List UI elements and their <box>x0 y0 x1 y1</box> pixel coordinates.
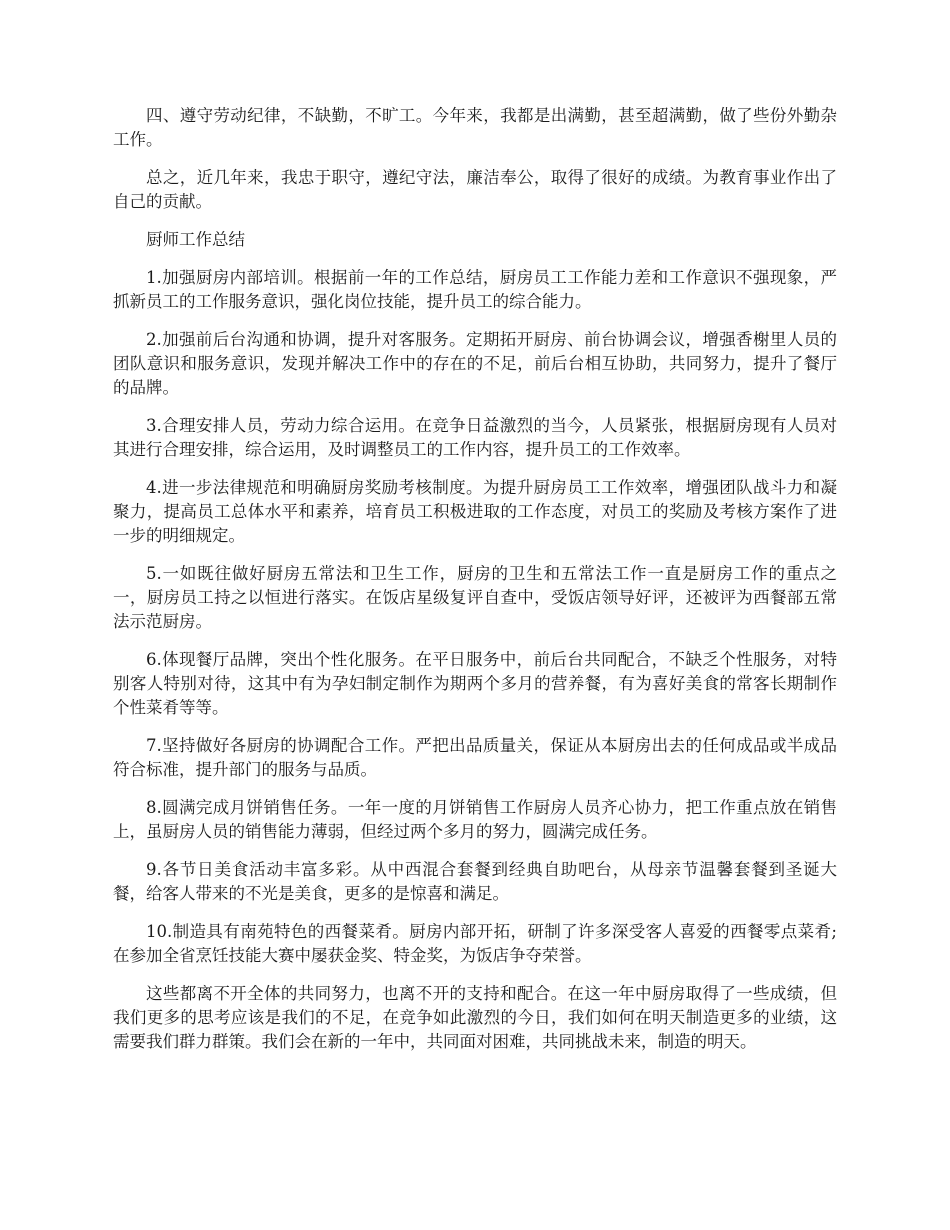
paragraph-item-10: 10.制造具有南苑特色的西餐菜肴。厨房内部开拓，研制了许多深受客人喜爱的西餐零点菜肴;在参加全省烹饪技能大赛中屡获金奖、特金奖，为饭店争夺荣誉。 <box>113 922 837 965</box>
document-body <box>113 104 837 1068</box>
paragraph-item-4: 4.进一步法律规范和明确厨房奖励考核制度。为提升厨房员工工作效率，增强团队战斗力和凝聚力，提高员工总体水平和素养，培育员工积极进取的工作态度，对员工的奖励及考核方案作了进一步的明细规定。 <box>113 478 837 545</box>
section-heading: 厨师工作总结 <box>146 230 245 249</box>
paragraph-item-6: 6.体现餐厅品牌，突出个性化服务。在平日服务中，前后台共同配合，不缺乏个性服务，对特别客人特别对待，这其中有为孕妇制定制作为期两个多月的营养餐，有为喜好美食的常客长期制作个性菜肴等等。 <box>113 650 837 717</box>
paragraph-item-3: 3.合理安排人员，劳动力综合运用。在竞争日益激烈的当今，人员紧张，根据厨房现有人员对其进行合理安排，综合运用，及时调整员工的工作内容，提升员工的工作效率。 <box>113 416 837 459</box>
paragraph-conclusion: 总之，近几年来，我忠于职守，遵纪守法，廉洁奉公，取得了很好的成绩。为教育事业作出了自己的贡献。 <box>113 168 837 211</box>
paragraph-item-9: 9.各节日美食活动丰富多彩。从中西混合套餐到经典自助吧台，从母亲节温馨套餐到圣诞大餐，给客人带来的不光是美食，更多的是惊喜和满足。 <box>113 860 837 903</box>
paragraph-item-8: 8.圆满完成月饼销售任务。一年一度的月饼销售工作厨房人员齐心协力，把工作重点放在销售上，虽厨房人员的销售能力薄弱，但经过两个多月的努力，圆满完成任务。 <box>113 798 837 841</box>
paragraph-closing: 这些都离不开全体的共同努力，也离不开的支持和配合。在这一年中厨房取得了一些成绩，但我们更多的思考应该是我们的不足，在竞争如此激烈的今日，我们如何在明天制造更多的业绩，这需要我们群力群策。我们会在新的一年中，共同面对困难，共同挑战未来，制造的明天。 <box>113 984 837 1051</box>
paragraph-item-7: 7.坚持做好各厨房的协调配合工作。严把出品质量关，保证从本厨房出去的任何成品或半成品符合标准，提升部门的服务与品质。 <box>113 736 837 779</box>
paragraph-item-1: 1.加强厨房内部培训。根据前一年的工作总结，厨房员工工作能力差和工作意识不强现象，严抓新员工的工作服务意识，强化岗位技能，提升员工的综合能力。 <box>113 268 837 311</box>
paragraph-item-5: 5.一如既往做好厨房五常法和卫生工作，厨房的卫生和五常法工作一直是厨房工作的重点之一，厨房员工持之以恒进行落实。在饭店星级复评自查中，受饭店领导好评，还被评为西餐部五常法示范厨房。 <box>113 564 837 631</box>
paragraph-item-2: 2.加强前后台沟通和协调，提升对客服务。定期拓开厨房、前台协调会议，增强香榭里人员的团队意识和服务意识，发现并解决工作中的存在的不足，前后台相互协助，共同努力，提升了餐厅的品牌。 <box>113 330 837 397</box>
paragraph-discipline: 四、遵守劳动纪律，不缺勤，不旷工。今年来，我都是出满勤，甚至超满勤，做了些份外勤杂工作。 <box>113 106 837 149</box>
